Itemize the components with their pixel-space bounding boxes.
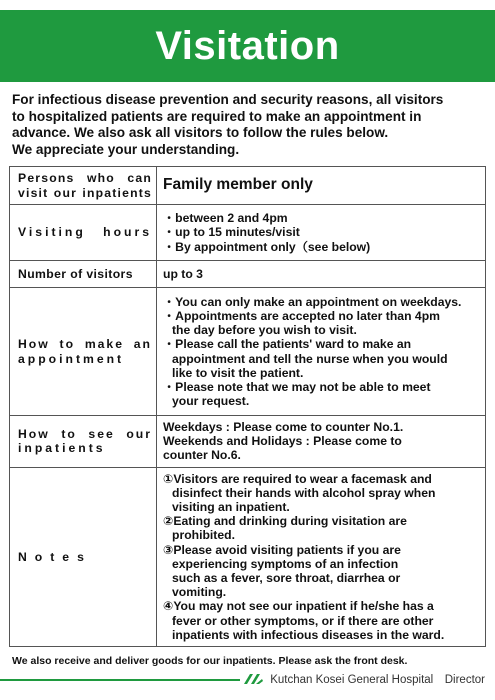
footer-note: We also receive and deliver goods for our inpatients. Please ask the front desk.	[12, 655, 408, 667]
table-row-persons	[10, 167, 486, 205]
row-label-see	[10, 416, 157, 468]
title-banner	[0, 10, 495, 82]
list-item-line: experiencing symptoms of an infection	[172, 556, 399, 571]
list-item-line: ・Appointments are accepted no later than 4pm	[163, 308, 440, 323]
table-row-appointment	[10, 288, 486, 416]
row-label-persons	[10, 167, 157, 205]
row-value-see	[157, 416, 486, 468]
persons-value: Family member only	[163, 176, 313, 194]
intro-line: We appreciate your understanding.	[12, 141, 240, 157]
list-item-line: ・You can only make an appointment on weekdays.	[163, 294, 462, 309]
row-value-persons	[157, 167, 486, 205]
list-item: ・up to 15 minutes/visit	[163, 225, 300, 240]
row-label-notes	[10, 467, 157, 646]
list-item-line: ③Please avoid visiting patients if you are	[163, 542, 401, 557]
table-row-hours	[10, 205, 486, 261]
list-item-line: ④You may not see our inpatient if he/she has a	[163, 599, 434, 614]
row-label-line	[18, 225, 152, 239]
table-row-see	[10, 416, 486, 468]
row-label-line: visit our inpatients	[18, 185, 152, 200]
row-label-line: appointment	[18, 351, 125, 366]
list-item-line: Weekdays : Please come to counter No.1.	[163, 420, 404, 434]
hours-label-part: Visiting	[18, 225, 86, 240]
row-label-line: Persons who can	[18, 171, 152, 186]
page-title: Visitation	[155, 23, 340, 68]
list-item-line: counter No.6.	[163, 448, 241, 463]
list-item-line: visiting an inpatient.	[172, 500, 290, 515]
row-label-line: How to see our	[18, 427, 152, 442]
list-item-line: ①Visitors are required to wear a facemask and	[163, 471, 432, 486]
list-item-line: inpatients with infectious diseases in the ward.	[172, 627, 445, 642]
table-row-notes	[10, 467, 486, 646]
list-item	[163, 295, 479, 309]
list-item-line: like to visit the patient.	[172, 365, 304, 380]
footer-signature	[242, 671, 485, 687]
row-label-appointment	[10, 288, 157, 416]
list-item	[163, 599, 479, 642]
intro-line: to hospitalized patients are required to make an appointment in	[12, 108, 422, 124]
visitors-value: up to 3	[163, 266, 203, 281]
ja-logo-icon	[242, 672, 264, 686]
row-value-visitors	[157, 261, 486, 288]
row-label-line: Notes	[18, 549, 92, 564]
row-value-notes	[157, 467, 486, 646]
list-item-line: appointment and tell the nurse when you would	[172, 351, 448, 366]
row-label-hours	[10, 205, 157, 261]
list-item: ・between 2 and 4pm	[163, 211, 288, 226]
row-value-hours	[157, 205, 486, 261]
list-item-line: the day before you wish to visit.	[172, 323, 357, 338]
signature-text: Kutchan Kosei General Hospital Director	[270, 674, 485, 686]
intro-line: For infectious disease prevention and security reasons, all visitors	[12, 92, 444, 107]
list-item	[163, 309, 479, 337]
list-item	[163, 472, 479, 515]
row-label-line: Number of visitors	[18, 266, 133, 281]
list-item-line: your request.	[172, 394, 250, 409]
list-item	[163, 514, 479, 542]
list-item	[163, 337, 479, 380]
list-item-line: ②Eating and drinking during visitation are	[163, 514, 407, 529]
list-item-line: ・Please note that we may not be able to meet	[163, 379, 431, 394]
list-item-line: vomiting.	[172, 585, 227, 600]
list-item	[163, 543, 479, 600]
intro-text	[12, 92, 490, 158]
table-row-visitors	[10, 261, 486, 288]
hours-label-part: hours	[103, 225, 152, 240]
list-item-line: ・Please call the patients' ward to make an	[163, 337, 412, 352]
list-item-line: fever or other symptoms, or if there are other	[172, 613, 434, 628]
list-item-line: disinfect their hands with alcohol spray when	[172, 485, 436, 500]
visitation-rules-table	[9, 166, 486, 647]
row-label-line: inpatients	[18, 441, 106, 456]
row-label-visitors	[10, 261, 157, 288]
list-item	[163, 380, 479, 408]
list-item-line: such as a fever, sore throat, diarrhea or	[172, 571, 401, 586]
footer-divider	[0, 679, 240, 681]
row-label-line: How to make an	[18, 337, 152, 352]
row-value-appointment	[157, 288, 486, 416]
list-item-line: prohibited.	[172, 528, 235, 543]
list-item: ・By appointment only（see below)	[163, 239, 371, 254]
intro-line: advance. We also ask all visitors to follow the rules below.	[12, 125, 389, 140]
list-item-line: Weekends and Holidays : Please come to	[163, 434, 402, 449]
